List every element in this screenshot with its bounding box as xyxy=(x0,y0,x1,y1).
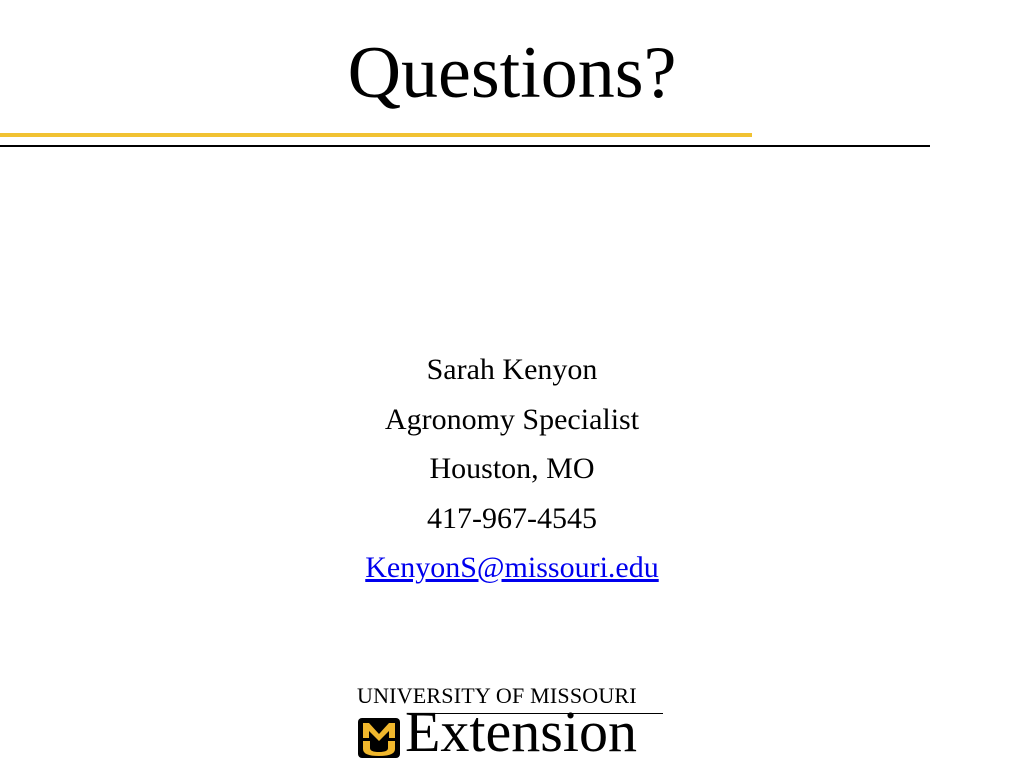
contact-role: Agronomy Specialist xyxy=(384,402,640,436)
contact-email-link[interactable]: KenyonS@missouri.edu xyxy=(365,551,659,584)
contact-location: Houston, MO xyxy=(429,452,595,485)
contact-phone: 417-967-4545 xyxy=(427,501,597,535)
mizzou-tiger-mu-icon xyxy=(357,716,401,760)
university-logo xyxy=(357,683,667,763)
contact-block xyxy=(0,345,1024,593)
logo-wordmark: Extension xyxy=(405,699,637,764)
black-divider-rule xyxy=(0,145,930,147)
logo-university-text: UNIVERSITY OF MISSOURI xyxy=(357,683,637,708)
gold-accent-rule xyxy=(0,133,752,137)
contact-name: Sarah Kenyon xyxy=(426,353,598,386)
slide-title: Questions? xyxy=(347,32,677,114)
